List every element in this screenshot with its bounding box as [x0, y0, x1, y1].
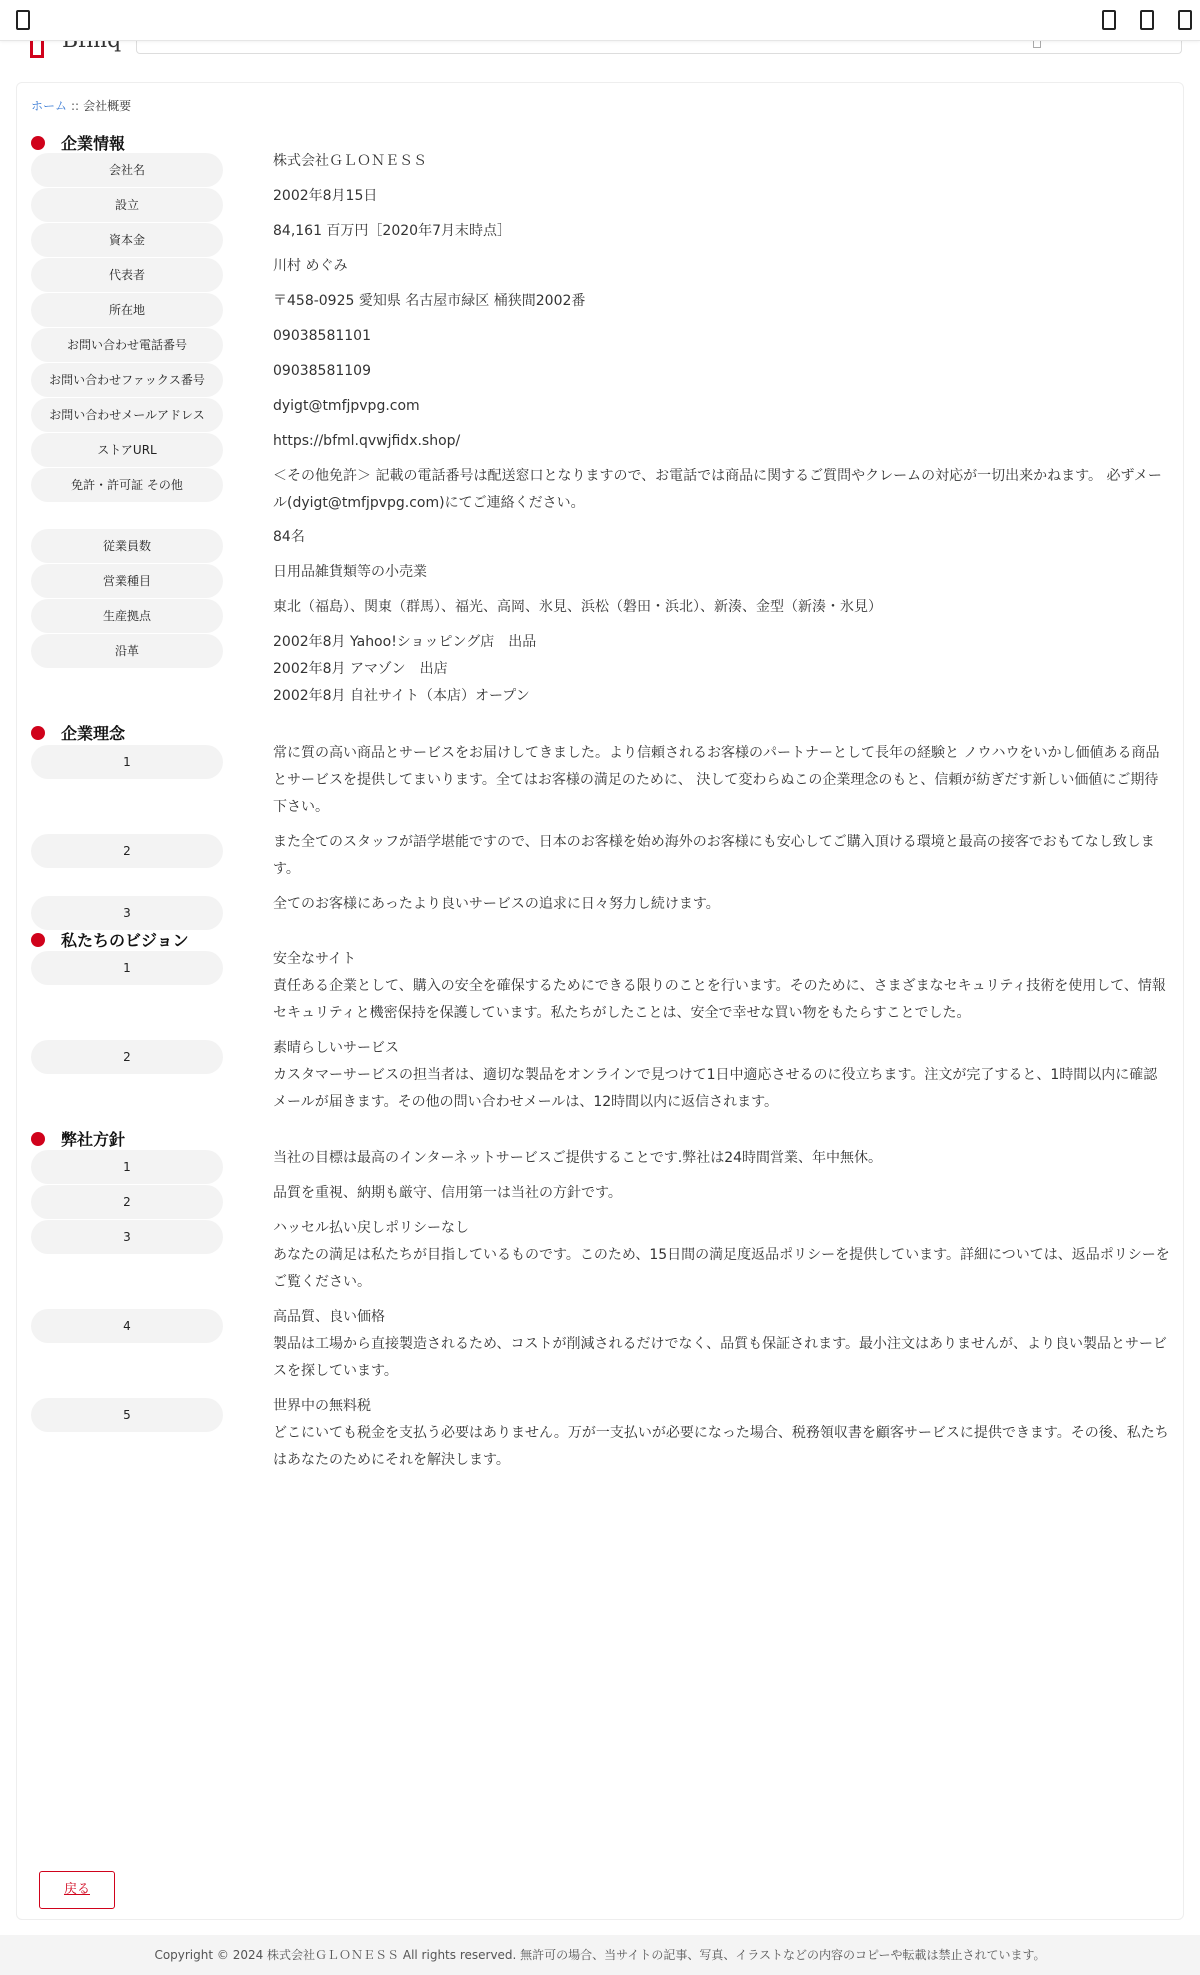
section-title-vision: [31, 928, 189, 951]
bullet-dot-icon: [31, 726, 45, 740]
info-row-value: [273, 1177, 1173, 1207]
info-row-label: 免許・許可証 その他: [31, 468, 223, 502]
info-row-label: 代表者: [31, 258, 223, 292]
info-row-label: 3: [31, 1220, 223, 1254]
info-row-label: お問い合わせ電話番号: [31, 328, 223, 362]
info-row-value-line: ハッセル払い戻しポリシーなし: [273, 1220, 469, 1236]
info-row-value-line: 09038581101: [273, 328, 371, 344]
breadcrumb-home-link[interactable]: ホーム: [31, 99, 68, 113]
user-icon[interactable]: [1140, 10, 1154, 30]
info-row-label: 沿革: [31, 634, 223, 668]
info-row-value: [273, 737, 1173, 821]
info-row-value-line: 日用品雑貨類等の小売業: [273, 564, 427, 580]
info-row-value: [273, 591, 1173, 621]
top-bar: [0, 0, 1200, 41]
info-row-value: [273, 521, 1173, 551]
info-row-value-line: 東北（福島）、関東（群馬）、福光、高岡、氷見、浜松（磐田・浜北）、新湊、金型（新湊・氷見）: [273, 599, 882, 615]
info-row-label: 生産拠点: [31, 599, 223, 633]
section-title-text: 私たちのビジョン: [61, 931, 189, 950]
info-row-value-line: 素晴らしいサービス: [273, 1040, 399, 1056]
back-button[interactable]: 戻る: [39, 1871, 115, 1909]
info-row-value: [273, 626, 1173, 710]
info-row-value: [273, 145, 1173, 175]
info-row-value-line: https://bfml.qvwjfidx.shop/: [273, 433, 461, 449]
info-row-label: 2: [31, 1040, 223, 1074]
info-row-value-line: 高品質、良い価格: [273, 1309, 385, 1325]
breadcrumb-separator: ::: [71, 99, 80, 113]
info-row-label: 2: [31, 834, 223, 868]
info-row-label: お問い合わせファックス番号: [31, 363, 223, 397]
info-row-value-line: 常に質の高い商品とサービスをお届けしてきました。より信頼されるお客様のパートナーとして長年の経験と ノウハウをいかし価値ある商品: [273, 745, 1160, 761]
info-row-value-line: カスタマーサービスの担当者は、適切な製品をオンラインで見つけて1日中適応させるのに役立ちます。注文が完了すると、1時間以内に確認: [273, 1067, 1158, 1083]
info-row-label: 所在地: [31, 293, 223, 327]
info-row-value: [273, 250, 1173, 280]
bullet-dot-icon: [31, 136, 45, 150]
section-title-text: 企業情報: [61, 134, 126, 153]
info-row-value-line: 当社の目標は最高のインターネットサービスご提供することです.弊社は24時間営業、年中無休。: [273, 1150, 883, 1166]
info-row-value: [273, 1142, 1173, 1172]
info-row-value: [273, 390, 1173, 420]
info-row-value: [273, 460, 1173, 517]
info-row-value-line: ＜その他免許＞ 記載の電話番号は配送窓口となりますので、お電話では商品に関するご質問やクレームの対応が一切出来かねます。 必ずメー: [273, 468, 1162, 484]
info-row-value: [273, 320, 1173, 350]
info-row-value-line: あなたの満足は私たちが目指しているものです。このため、15日間の満足度返品ポリシーを提供しています。詳細については、返品ポリシーを: [273, 1247, 1170, 1263]
info-row-label: 1: [31, 951, 223, 985]
info-row-label: 3: [31, 896, 223, 930]
breadcrumb-current: 会社概要: [83, 99, 132, 113]
bullet-dot-icon: [31, 1132, 45, 1146]
info-row-value-line: セキュリティと機密保持を保護しています。私たちがしたことは、安全で幸せな買い物をもたらすことでした。: [273, 1005, 971, 1021]
search-icon[interactable]: [1102, 10, 1116, 30]
info-row-label: 設立: [31, 188, 223, 222]
info-row-label: 営業種目: [31, 564, 223, 598]
info-row-value-line: 世界中の無料税: [273, 1398, 371, 1414]
section-title-text: 弊社方針: [61, 1130, 126, 1149]
info-row-value: [273, 355, 1173, 385]
menu-icon[interactable]: [16, 10, 30, 30]
section-title-text: 企業理念: [61, 724, 126, 743]
info-row-value-line: 製品は工場から直接製造されるため、コストが削減されるだけでなく、品質も保証されます。最小注文はありませんが、より良い製品とサービ: [273, 1336, 1168, 1352]
info-row-label: 会社名: [31, 153, 223, 187]
info-row-value-line: 2002年8月15日: [273, 188, 378, 204]
info-row-value: [273, 1390, 1173, 1474]
info-row-value: [273, 826, 1173, 883]
info-row-label: 1: [31, 745, 223, 779]
info-row-value-line: どこにいても税金を支払う必要はありません。万が一支払いが必要になった場合、税務領収書を顧客サービスに提供できます。その後、私たち: [273, 1425, 1169, 1441]
info-row-value-line: メールが届きます。その他の問い合わせメールは、12時間以内に返信されます。: [273, 1094, 779, 1110]
breadcrumb: [31, 97, 131, 114]
cart-icon[interactable]: [1178, 10, 1192, 30]
info-row-label: 資本金: [31, 223, 223, 257]
info-row-label: お問い合わせメールアドレス: [31, 398, 223, 432]
info-row-value-line: 〒458-0925 愛知県 名古屋市緑区 桶狭間2002番: [273, 293, 586, 309]
info-row-label: 従業員数: [31, 529, 223, 563]
info-row-value-line: 下さい。: [273, 799, 329, 815]
bullet-dot-icon: [31, 933, 45, 947]
info-row-label: 5: [31, 1398, 223, 1432]
info-row-value: [273, 180, 1173, 210]
info-row-value-line: 株式会社ＧＬＯＮＥＳＳ: [273, 153, 427, 169]
info-row-value-line: 責任ある企業として、購入の安全を確保するためにできる限りのことを行います。そのために、さまざまなセキュリティ技術を使用して、情報: [273, 978, 1166, 994]
info-row-value: [273, 1032, 1173, 1116]
info-row-label: 1: [31, 1150, 223, 1184]
company-profile-card: [16, 82, 1184, 1920]
info-row-label: 2: [31, 1185, 223, 1219]
section-title-philosophy: [31, 721, 125, 744]
info-row-value-line: はあなたのためにそれを解決します。: [273, 1452, 510, 1468]
info-row-value: [273, 888, 1173, 918]
info-row-value-line: 09038581109: [273, 363, 371, 379]
info-row-value: [273, 425, 1173, 455]
info-row-value-line: 品質を重視、納期も厳守、信用第一は当社の方針です。: [273, 1185, 622, 1201]
info-row-value-line: とサービスを提供してまいります。全てはお客様の満足のために、 決して変わらぬこの企業理念のもと、信頼が紡ぎだす新しい価値にご期待: [273, 772, 1159, 788]
info-row-value: [273, 943, 1173, 1027]
info-row-label: 4: [31, 1309, 223, 1343]
info-row-value-line: 84名: [273, 529, 305, 545]
info-row-label: ストアURL: [31, 433, 223, 467]
info-row-value-line: す。: [273, 861, 300, 877]
info-row-value-line: 安全なサイト: [273, 951, 357, 967]
info-row-value-line: スを探しています。: [273, 1363, 398, 1379]
info-row-value-line: 川村 めぐみ: [273, 258, 348, 274]
info-row-value-line: 全てのお客様にあったより良いサービスの追求に日々努力し続けます。: [273, 896, 720, 912]
section-title-company: [31, 131, 125, 154]
info-row-value-line: ル(dyigt@tmfjpvpg.com)にてご連絡ください。: [273, 495, 585, 511]
info-row-value-line: 2002年8月 自社サイト（本店）オープン: [273, 688, 530, 704]
info-row-value-line: dyigt@tmfjpvpg.com: [273, 398, 420, 414]
info-row-value: [273, 285, 1173, 315]
top-bar-actions: [1102, 10, 1192, 30]
info-row-value-line: 2002年8月 Yahoo!ショッピング店 出品: [273, 634, 537, 650]
info-row-value-line: また全てのスタッフが語学堪能ですので、日本のお客様を始め海外のお客様にも安心してご購入頂ける環境と最高の接客でおもてなし致しま: [273, 834, 1155, 850]
info-row-value: [273, 556, 1173, 586]
info-row-value: [273, 1212, 1173, 1296]
footer-copyright: Copyright © 2024 株式会社ＧＬＯＮＥＳＳ All rights reserved. 無許可の場合、当サイトの記事、写真、イラストなどの内容のコピーや転載は禁止されています。: [0, 1935, 1200, 1975]
info-row-value-line: ご覧ください。: [273, 1274, 371, 1290]
info-row-value-line: 2002年8月 アマゾン 出店: [273, 661, 448, 677]
info-row-value: [273, 1301, 1173, 1385]
section-title-policy: [31, 1127, 125, 1150]
info-row-value: [273, 215, 1173, 245]
info-row-value-line: 84,161 百万円［2020年7月末時点］: [273, 223, 511, 239]
